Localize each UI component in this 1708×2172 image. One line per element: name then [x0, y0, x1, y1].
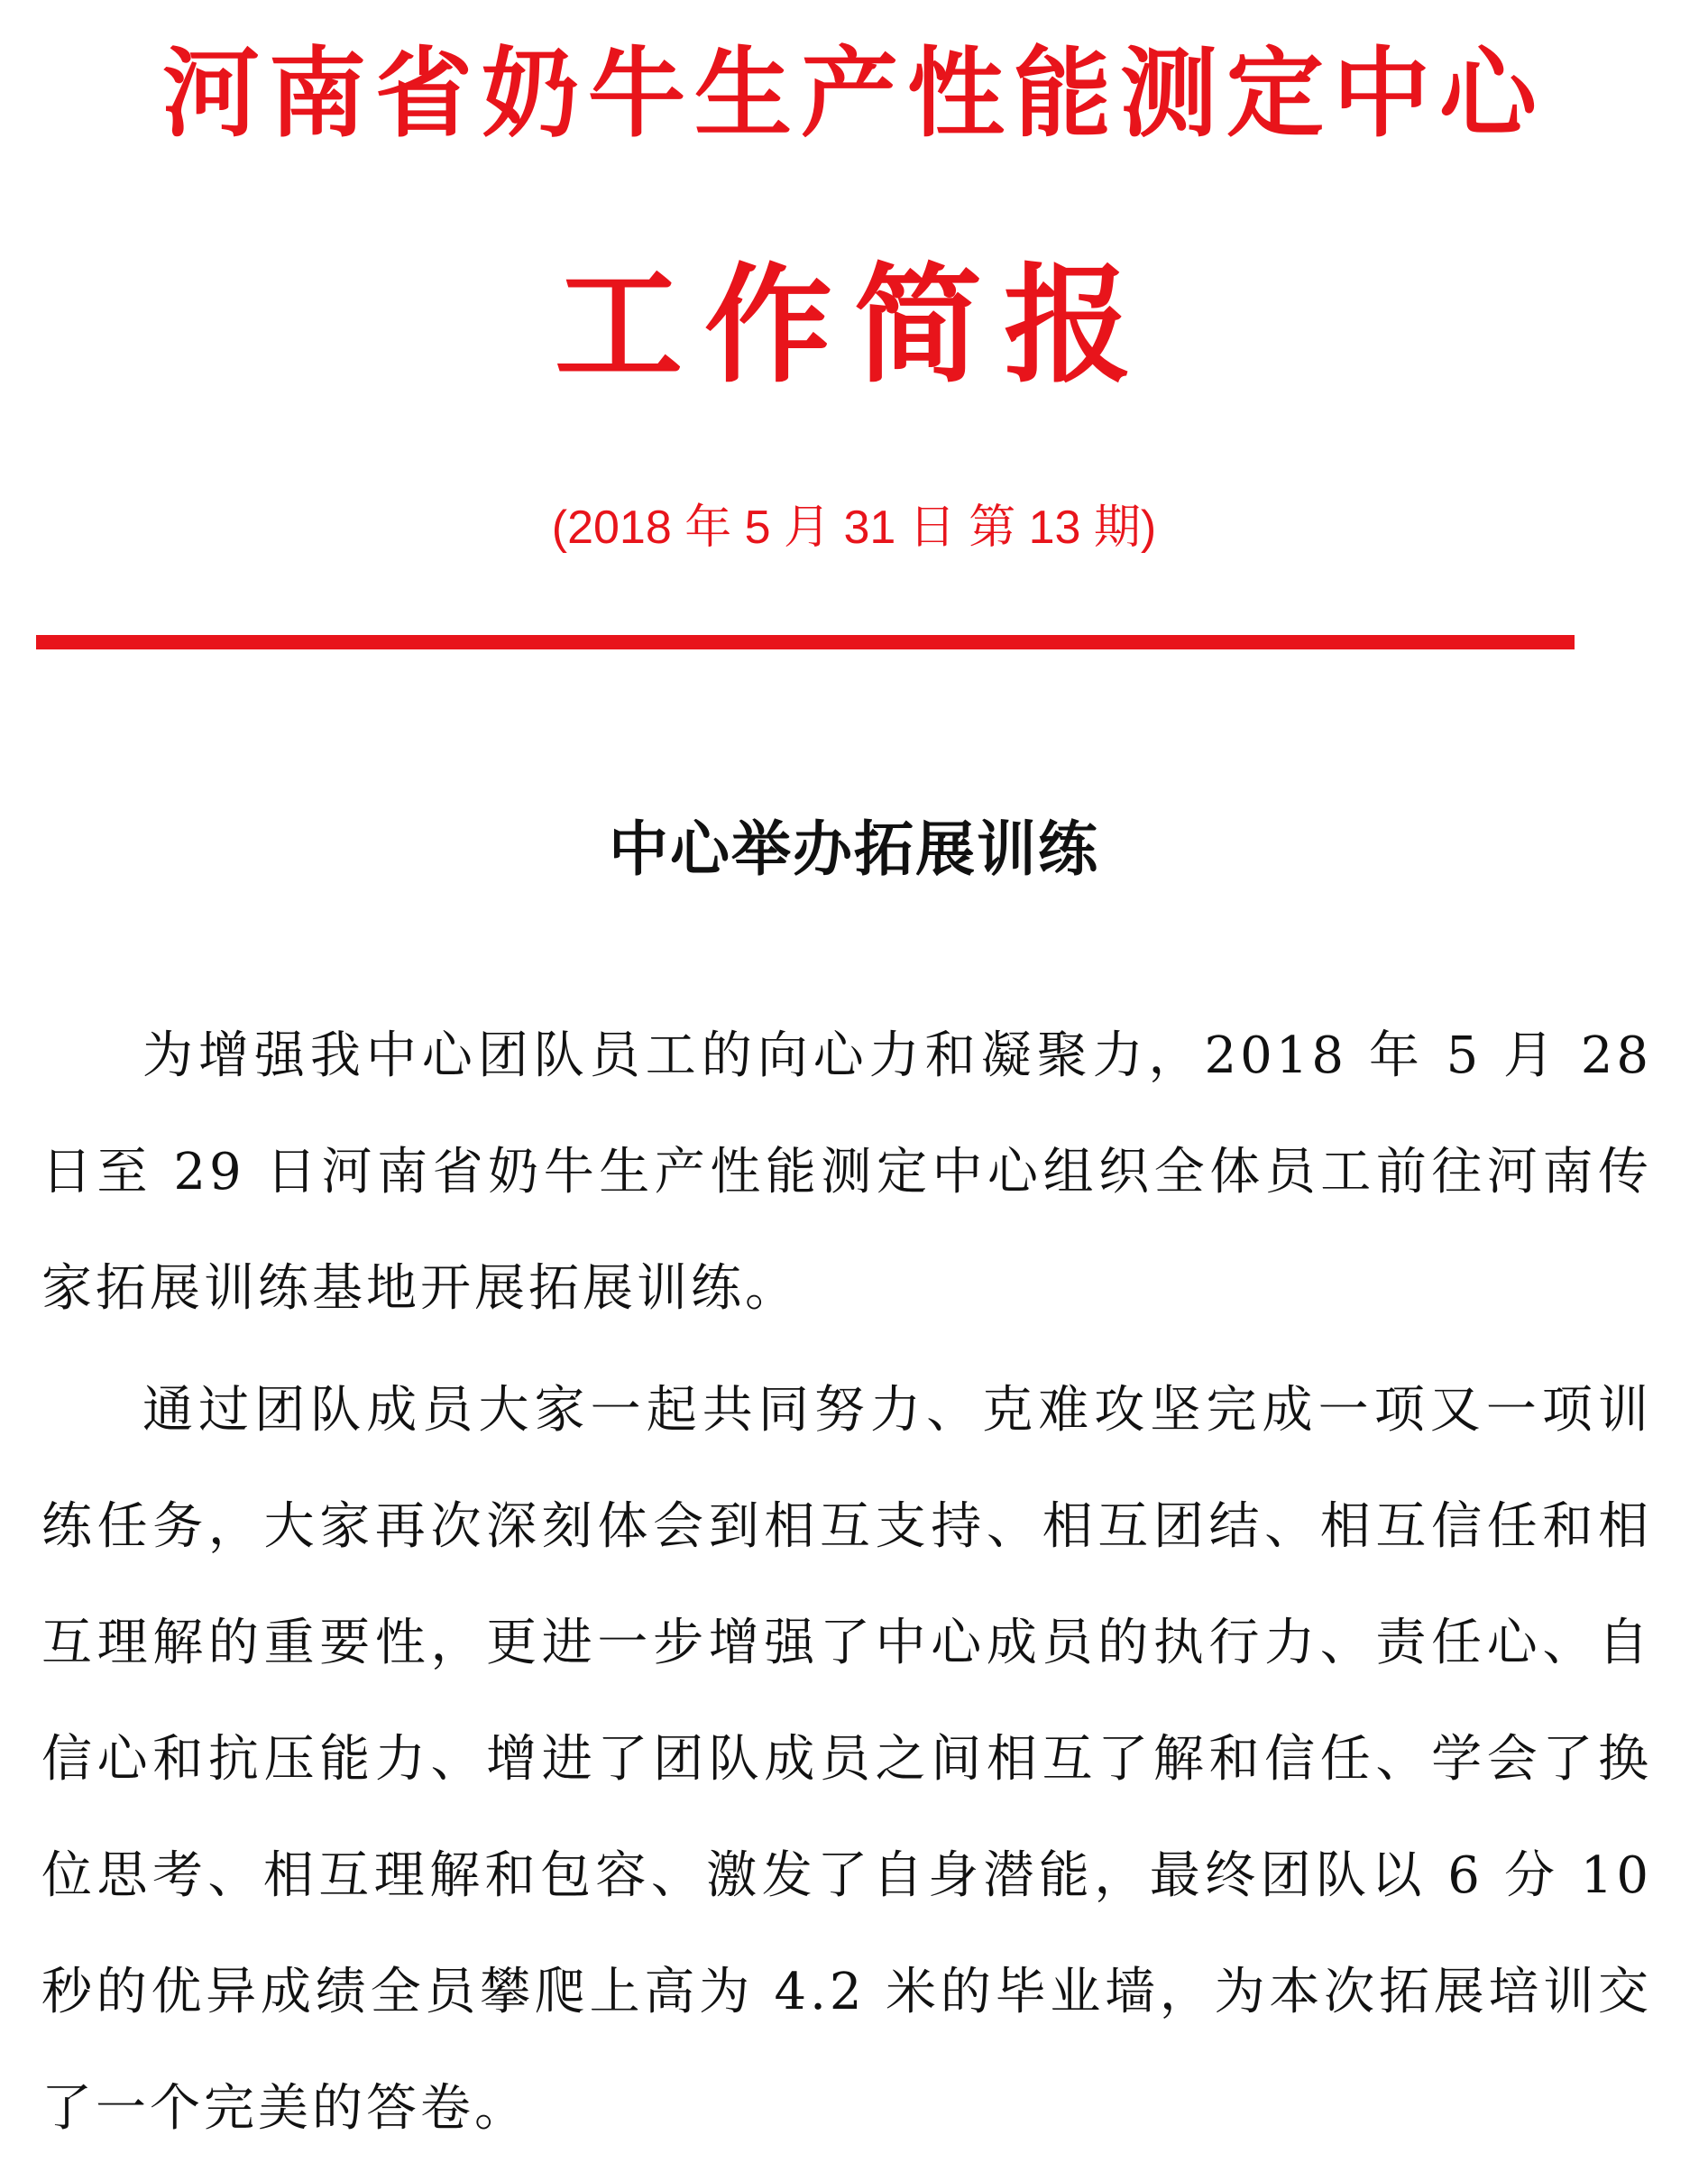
issue-date-line: (2018 年 5 月 31 日 第 13 期) — [551, 502, 1157, 554]
organization-title: 河南省奶牛生产性能测定中心 — [161, 38, 1546, 151]
bulletin-title: 工作简报 — [555, 252, 1153, 400]
red-divider-line — [36, 635, 1575, 649]
article-paragraph-1: 为增强我中心团队员工的向心力和凝聚力，2018 年 5 月 28 日至 29 日河南省奶牛生产性能测定中心组织全体员工前往河南传家拓展训练基地开展拓展训练。 — [41, 1026, 1652, 1318]
article-paragraph-2: 通过团队成员大家一起共同努力、克难攻坚完成一项又一项训练任务，大家再次深刻体会到相互支持、相互团结、相互信任和相互理解的重要性，更进一步增强了中心成员的执行力、责任心、自信心和抗压能力、增进了团队成员之间相互了解和信任、学会了换位思考、相互理解和包容、激发了自身潜能，最终团队以 6 分 10 秒的优异成绩全员攀爬上高为 4.2 米的毕业墙，为本次拓展培训交了一个完美的答卷。 — [41, 1381, 1652, 2138]
article-title: 中心举办拓展训练 — [609, 814, 1099, 884]
article-body — [41, 998, 1652, 2172]
